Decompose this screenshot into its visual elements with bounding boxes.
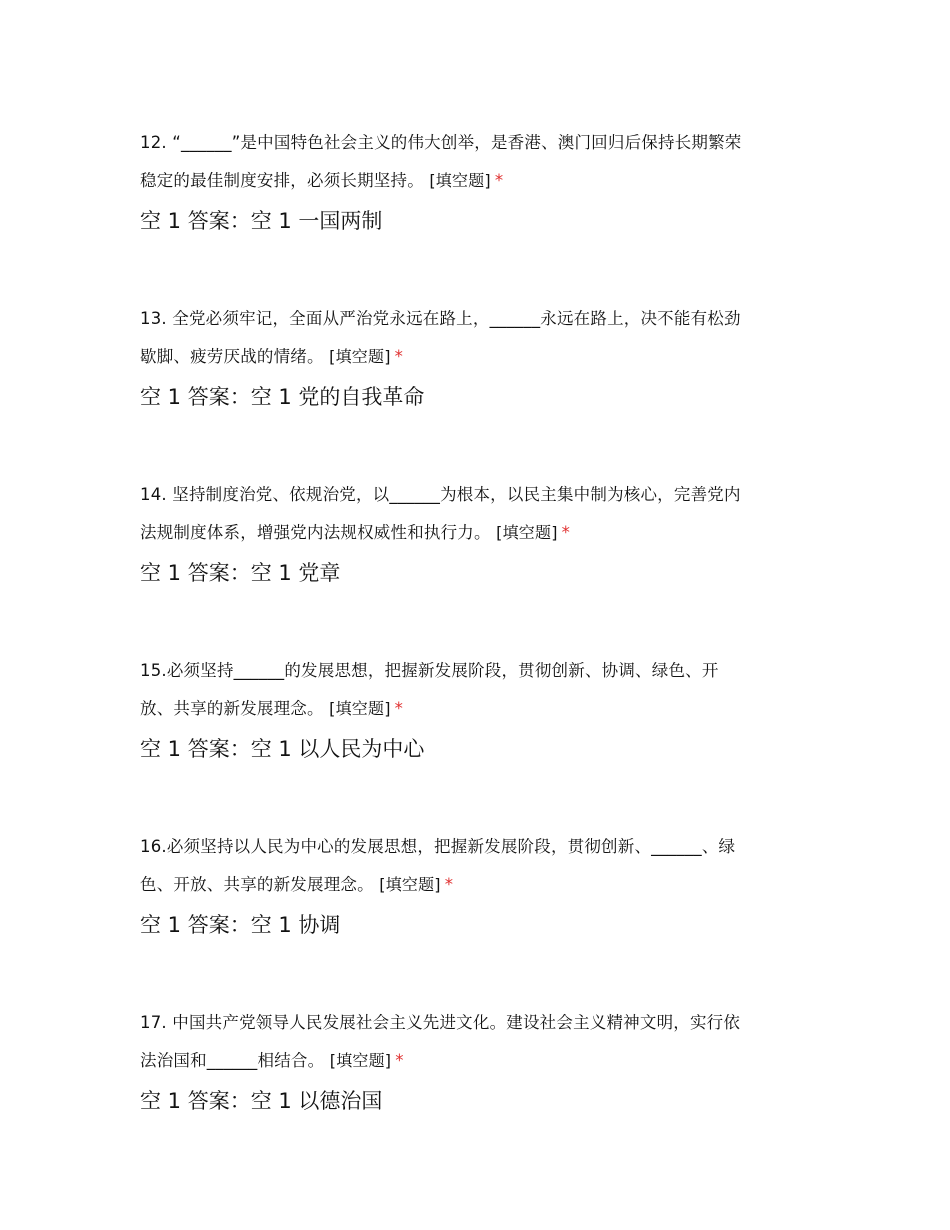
question-item bbox=[140, 124, 810, 236]
required-mark: * bbox=[394, 347, 404, 366]
question-line-1: 14. 坚持制度治党、依规治党，以______为根本，以民主集中制为核心，完善党内 bbox=[140, 485, 741, 504]
question-type-label: [填空题] bbox=[329, 347, 391, 366]
question-type-label: [填空题] bbox=[429, 171, 491, 190]
question-item bbox=[140, 652, 810, 764]
answer-text: 空 1 答案：空 1 以人民为中心 bbox=[140, 737, 425, 761]
question-list bbox=[140, 124, 810, 1116]
required-mark: * bbox=[395, 1051, 404, 1070]
question-text bbox=[140, 652, 810, 728]
question-line-2: 法治国和______相结合。 bbox=[140, 1051, 325, 1070]
required-mark: * bbox=[494, 171, 504, 190]
answer-text: 空 1 答案：空 1 党的自我革命 bbox=[140, 385, 425, 409]
question-line-1: 12. “______”是中国特色社会主义的伟大创举，是香港、澳门回归后保持长期繁荣 bbox=[140, 133, 742, 152]
question-line-2: 色、开放、共享的新发展理念。 bbox=[140, 875, 374, 894]
answer-text: 空 1 答案：空 1 党章 bbox=[140, 561, 341, 585]
question-type-label: [填空题] bbox=[329, 1051, 392, 1070]
required-mark: * bbox=[561, 523, 571, 542]
question-item bbox=[140, 828, 810, 940]
question-text bbox=[140, 476, 810, 552]
question-line-1: 13. 全党必须牢记，全面从严治党永远在路上，______永远在路上，决不能有松劲 bbox=[140, 309, 741, 328]
question-item bbox=[140, 1004, 810, 1116]
question-line-2: 稳定的最佳制度安排，必须长期坚持。 bbox=[140, 171, 424, 190]
question-text bbox=[140, 300, 810, 376]
answer-text: 空 1 答案：空 1 以德治国 bbox=[140, 1089, 383, 1113]
required-mark: * bbox=[394, 699, 404, 718]
question-item bbox=[140, 300, 810, 412]
required-mark: * bbox=[444, 875, 454, 894]
answer-text: 空 1 答案：空 1 一国两制 bbox=[140, 209, 383, 233]
question-type-label: [填空题] bbox=[329, 699, 391, 718]
question-type-label: [填空题] bbox=[496, 523, 558, 542]
question-text bbox=[140, 124, 810, 200]
answer-text: 空 1 答案：空 1 协调 bbox=[140, 913, 341, 937]
question-line-1: 16.必须坚持以人民为中心的发展思想，把握新发展阶段，贯彻创新、______、绿 bbox=[140, 837, 736, 856]
question-line-1: 15.必须坚持______的发展思想，把握新发展阶段，贯彻创新、协调、绿色、开 bbox=[140, 661, 719, 680]
question-line-2: 法规制度体系，增强党内法规权威性和执行力。 bbox=[140, 523, 491, 542]
question-text bbox=[140, 828, 810, 904]
question-line-1: 17. 中国共产党领导人民发展社会主义先进文化。建设社会主义精神文明，实行依 bbox=[140, 1013, 741, 1032]
question-type-label: [填空题] bbox=[379, 875, 441, 894]
question-line-2: 歇脚、疲劳厌战的情绪。 bbox=[140, 347, 324, 366]
question-text bbox=[140, 1004, 810, 1080]
question-line-2: 放、共享的新发展理念。 bbox=[140, 699, 324, 718]
question-item bbox=[140, 476, 810, 588]
